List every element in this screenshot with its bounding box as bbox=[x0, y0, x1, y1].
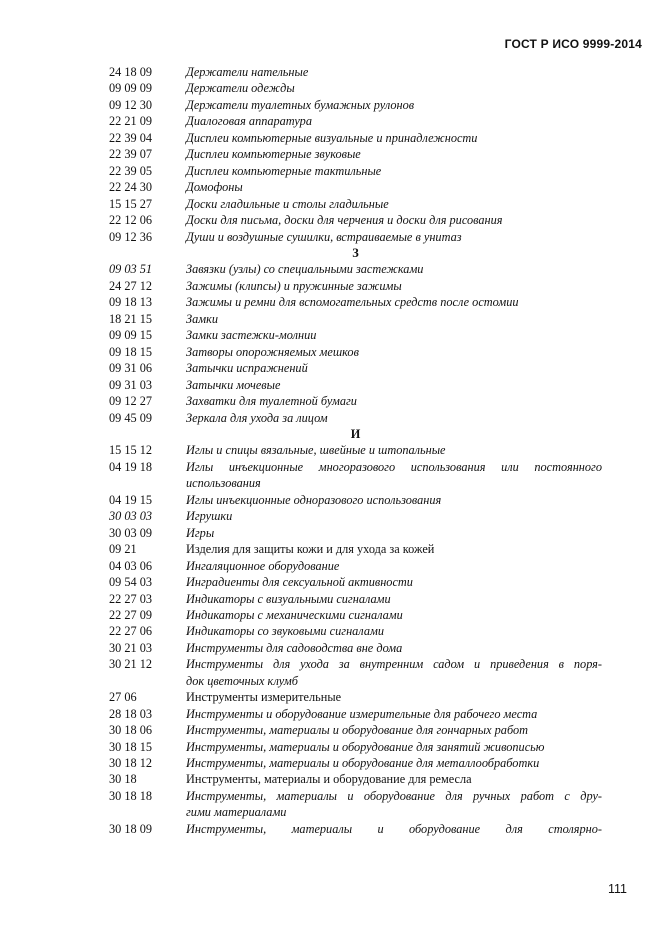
entry-description-line: Игры bbox=[186, 525, 215, 540]
entry-description-line: Доски гладильные и столы гладильные bbox=[186, 196, 389, 211]
index-entry bbox=[109, 623, 602, 639]
entry-code: 22 27 09 bbox=[109, 607, 153, 622]
entry-code: 09 18 15 bbox=[109, 344, 153, 359]
entry-description bbox=[186, 722, 602, 738]
entry-code: 04 03 06 bbox=[109, 558, 153, 573]
index-entry bbox=[109, 64, 602, 80]
entry-code: 15 15 12 bbox=[109, 443, 153, 458]
entry-description bbox=[186, 377, 602, 393]
entry-description-line: Дисплеи компьютерные звуковые bbox=[186, 147, 361, 162]
index-entry bbox=[109, 492, 602, 508]
entry-description-line: Инструменты и оборудование измерительные для рабочего места bbox=[186, 706, 538, 721]
entry-description bbox=[186, 410, 602, 426]
entry-description-line: Инструменты для садоводства вне дома bbox=[186, 640, 403, 655]
index-entry bbox=[109, 113, 602, 129]
entry-code: 09 12 36 bbox=[109, 229, 153, 244]
entry-description-line: Индикаторы со звуковыми сигналами bbox=[186, 624, 384, 639]
index-entry bbox=[109, 393, 602, 409]
entry-description bbox=[186, 640, 602, 656]
entry-code: 22 39 05 bbox=[109, 163, 153, 178]
entry-description-line: док цветочных клумб bbox=[186, 673, 298, 688]
entry-code: 24 27 12 bbox=[109, 278, 153, 293]
entry-description bbox=[186, 508, 602, 524]
index-entry bbox=[109, 541, 602, 557]
entry-description-line: Иглы инъекционные одноразового использования bbox=[186, 492, 442, 507]
entry-description-line: Инструменты, материалы и оборудование для ремесла bbox=[186, 772, 472, 787]
index-entry bbox=[109, 163, 602, 179]
entry-description-line: Доски для письма, доски для черчения и доски для рисования bbox=[186, 213, 503, 228]
entry-description-line: Ингрaдиенты для сексуальной активности bbox=[186, 575, 413, 590]
entry-code: 22 24 30 bbox=[109, 180, 153, 195]
entry-description-line: Ингаляционное оборудование bbox=[186, 558, 340, 573]
entry-code: 28 18 03 bbox=[109, 706, 153, 721]
entry-description-line: Зажимы и ремни для вспомогательных средств после остомии bbox=[186, 295, 519, 310]
index-entry bbox=[109, 656, 602, 689]
entry-description-line: Держатели нательные bbox=[186, 65, 309, 79]
index-entry bbox=[109, 278, 602, 294]
entry-description bbox=[186, 739, 602, 755]
entry-code: 22 27 03 bbox=[109, 591, 153, 606]
entry-description bbox=[186, 130, 602, 146]
entry-description bbox=[186, 278, 602, 294]
index-entry bbox=[109, 459, 602, 492]
entry-description-line: Инструменты, материалы и оборудование для занятий живописью bbox=[186, 739, 545, 754]
index-entry bbox=[109, 755, 602, 771]
index-entry bbox=[109, 311, 602, 327]
index-entry bbox=[109, 525, 602, 541]
entry-description bbox=[186, 64, 602, 80]
entry-code: 09 45 09 bbox=[109, 410, 153, 425]
entry-description bbox=[186, 294, 602, 310]
index-entry bbox=[109, 212, 602, 228]
entry-code: 22 21 09 bbox=[109, 114, 153, 129]
entry-code: 09 12 30 bbox=[109, 97, 153, 112]
entry-description bbox=[186, 80, 602, 96]
index-entry bbox=[109, 229, 602, 245]
entry-code: 09 12 27 bbox=[109, 394, 153, 409]
entry-code: 30 18 bbox=[109, 772, 137, 787]
entry-code: 30 18 09 bbox=[109, 821, 153, 836]
index-entry bbox=[109, 377, 602, 393]
entry-description-line: Затворы опорожняемых мешков bbox=[186, 344, 359, 359]
entry-description-line: использования bbox=[186, 476, 261, 491]
entry-code: 30 18 15 bbox=[109, 739, 153, 754]
index-entry bbox=[109, 442, 602, 458]
index-entry bbox=[109, 196, 602, 212]
entry-description bbox=[186, 558, 602, 574]
entry-code: 18 21 15 bbox=[109, 311, 153, 326]
entry-description-line: Иглы и спицы вязальные, швейные и штопальные bbox=[186, 443, 446, 458]
index-list bbox=[109, 64, 602, 837]
index-entry bbox=[109, 327, 602, 343]
entry-code: 09 31 03 bbox=[109, 377, 153, 392]
index-entry bbox=[109, 558, 602, 574]
entry-description bbox=[186, 212, 602, 228]
entry-code: 09 18 13 bbox=[109, 295, 153, 310]
entry-code: 09 09 15 bbox=[109, 328, 153, 343]
index-entry bbox=[109, 640, 602, 656]
entry-description-line: Иглы инъекционные многоразового использования или постоянного bbox=[186, 459, 602, 474]
entry-description bbox=[186, 229, 602, 245]
index-entry bbox=[109, 574, 602, 590]
section-letter: З bbox=[352, 245, 359, 260]
entry-description-line: Замки застежки-молнии bbox=[186, 328, 317, 343]
page-number: 111 bbox=[607, 882, 627, 896]
index-entry bbox=[109, 739, 602, 755]
entry-description-line: Инструменты, материалы и оборудование для ручных работ с дру- bbox=[186, 788, 602, 803]
entry-description bbox=[186, 755, 602, 771]
entry-description bbox=[186, 442, 602, 458]
entry-description-line: Дисплеи компьютерные тактильные bbox=[186, 163, 382, 178]
entry-code: 22 39 07 bbox=[109, 147, 153, 162]
entry-description-line: Зеркала для ухода за лицом bbox=[186, 410, 328, 425]
entry-description-line: Затычки испражнений bbox=[186, 361, 308, 376]
entry-description-line: Инструменты, материалы и оборудование для гончарных работ bbox=[186, 723, 528, 738]
entry-description bbox=[186, 607, 602, 623]
entry-description bbox=[186, 623, 602, 639]
entry-description bbox=[186, 706, 602, 722]
entry-description bbox=[186, 344, 602, 360]
index-entry bbox=[109, 771, 602, 787]
entry-description-line: Затычки мочевые bbox=[186, 377, 281, 392]
entry-description bbox=[186, 492, 602, 508]
entry-code: 30 21 03 bbox=[109, 640, 153, 655]
entry-description bbox=[186, 97, 602, 113]
entry-description bbox=[186, 196, 602, 212]
entry-code: 22 12 06 bbox=[109, 213, 153, 228]
index-entry bbox=[109, 607, 602, 623]
index-entry bbox=[109, 80, 602, 96]
entry-code: 22 39 04 bbox=[109, 130, 153, 145]
index-entry bbox=[109, 97, 602, 113]
entry-description bbox=[186, 360, 602, 376]
document-header: ГОСТ Р ИСО 9999-2014 bbox=[504, 37, 642, 51]
entry-description bbox=[186, 163, 602, 179]
index-entry bbox=[109, 146, 602, 162]
entry-code: 09 09 09 bbox=[109, 81, 153, 96]
index-entry bbox=[109, 130, 602, 146]
entry-description-line: Инструменты, материалы и оборудование для столярно- bbox=[186, 821, 602, 836]
entry-description-line: Держатели туалетных бумажных рулонов bbox=[186, 97, 415, 112]
entry-description bbox=[186, 179, 602, 195]
entry-code: 30 03 03 bbox=[109, 509, 153, 524]
entry-code: 09 54 03 bbox=[109, 575, 153, 590]
entry-description-line: Диалоговая аппаратура bbox=[186, 114, 312, 129]
entry-description-line: Домофоны bbox=[186, 180, 243, 195]
entry-description-line: Игрушки bbox=[186, 509, 233, 524]
entry-description-line: Держатели одежды bbox=[186, 81, 295, 96]
entry-code: 30 03 09 bbox=[109, 525, 153, 540]
entry-description-line: Захватки для туалетной бумаги bbox=[186, 394, 357, 409]
entry-description bbox=[186, 689, 602, 705]
entry-description bbox=[186, 771, 602, 787]
index-entry bbox=[109, 821, 602, 837]
index-entry bbox=[109, 261, 602, 277]
entry-description-line: Изделия для защиты кожи и для ухода за кожей bbox=[186, 542, 435, 557]
entry-description bbox=[186, 459, 602, 492]
entry-code: 24 18 09 bbox=[109, 65, 153, 79]
entry-description bbox=[186, 591, 602, 607]
index-entry bbox=[109, 410, 602, 426]
entry-code: 09 03 51 bbox=[109, 262, 153, 277]
entry-description-line: Зажимы (клипсы) и пружинные зажимы bbox=[186, 278, 402, 293]
entry-description-line: Инструменты для ухода за внутренним садом и приведения в поря- bbox=[186, 657, 602, 672]
entry-description bbox=[186, 311, 602, 327]
entry-description-line: гими материалами bbox=[186, 805, 287, 820]
entry-code: 09 31 06 bbox=[109, 361, 153, 376]
entry-description-line: Инструменты, материалы и оборудование для металлообработки bbox=[186, 756, 540, 771]
section-letter: И bbox=[350, 426, 361, 441]
entry-description bbox=[186, 261, 602, 277]
entry-code: 22 27 06 bbox=[109, 624, 153, 639]
entry-code: 04 19 15 bbox=[109, 492, 153, 507]
entry-code: 30 18 06 bbox=[109, 723, 153, 738]
entry-description bbox=[186, 574, 602, 590]
entry-description bbox=[186, 821, 602, 837]
index-entry bbox=[109, 508, 602, 524]
entry-description-line: Индикаторы с визуальными сигналами bbox=[186, 591, 391, 606]
entry-description-line: Инструменты измерительные bbox=[186, 690, 342, 705]
index-entry bbox=[109, 689, 602, 705]
entry-description bbox=[186, 327, 602, 343]
index-entry bbox=[109, 722, 602, 738]
entry-code: 09 21 bbox=[109, 542, 137, 557]
entry-description bbox=[186, 541, 602, 557]
entry-description bbox=[186, 656, 602, 689]
index-entry bbox=[109, 706, 602, 722]
index-entry bbox=[109, 294, 602, 310]
index-entry bbox=[109, 788, 602, 821]
entry-description bbox=[186, 393, 602, 409]
entry-description-line: Дисплеи компьютерные визуальные и принадлежности bbox=[186, 130, 478, 145]
entry-code: 15 15 27 bbox=[109, 196, 153, 211]
index-entry bbox=[109, 591, 602, 607]
index-entry bbox=[109, 344, 602, 360]
entry-code: 04 19 18 bbox=[109, 459, 153, 474]
entry-code: 27 06 bbox=[109, 690, 137, 705]
entry-description bbox=[186, 146, 602, 162]
entry-description bbox=[186, 113, 602, 129]
index-entry bbox=[109, 179, 602, 195]
entry-code: 30 18 12 bbox=[109, 756, 153, 771]
entry-description-line: Индикаторы с механическими сигналами bbox=[186, 607, 403, 622]
entry-description-line: Замки bbox=[186, 311, 218, 326]
entry-code: 30 18 18 bbox=[109, 788, 153, 803]
entry-description bbox=[186, 788, 602, 821]
entry-code: 30 21 12 bbox=[109, 657, 153, 672]
entry-description bbox=[186, 525, 602, 541]
entry-description-line: Завязки (узлы) со специальными застежками bbox=[186, 262, 424, 277]
entry-description-line: Души и воздушные сушилки, встраиваемые в унитаз bbox=[186, 229, 462, 244]
index-entry bbox=[109, 360, 602, 376]
